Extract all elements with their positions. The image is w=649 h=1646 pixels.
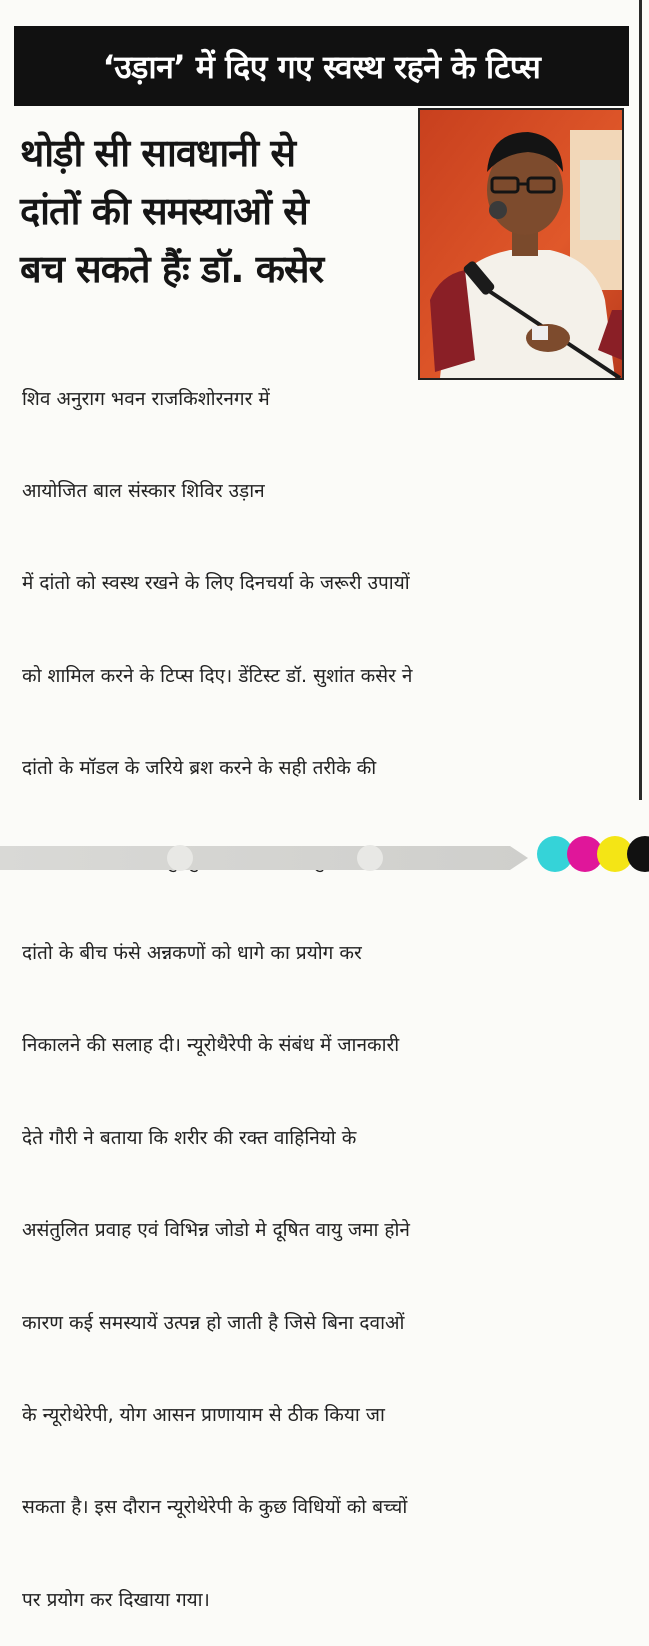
body-line: असंतुलित प्रवाह एवं विभिन्न जोडो मे दूषित वायु जमा होने [22,1219,410,1242]
section-banner [14,26,629,106]
body-line: कारण कई समस्यायें उत्पन्न हो जाती है जिसे बिना दवाओं [22,1311,405,1334]
article-body [22,322,412,1646]
headline-line: थोड़ी सी सावधानी से [20,131,296,175]
body-line: आयोजित बाल संस्कार शिविर उड़ान [22,479,265,502]
headline-line: दांतों की समस्याओं से [20,189,308,233]
body-line: शिव अनुराग भवन राजकिशोरनगर में [22,387,270,410]
body-line: के न्यूरोथेरेपी, योग आसन प्राणायाम से ठीक किया जा [22,1403,385,1426]
registration-dots [0,836,649,876]
banner-title: ‘उड़ान’ में दिए गए स्वस्थ रहने के टिप्स [102,47,541,86]
speaker-photo [418,108,624,380]
black-registration-dot [627,836,649,872]
headline-line: बच सकते हैंः डॉ. कसेर [20,247,324,291]
column-rule [639,0,642,800]
article-headline [20,124,410,298]
body-line: पर प्रयोग कर दिखाया गया। [22,1588,210,1611]
speaker-photo-image [420,110,622,378]
body-line: में दांतो को स्वस्थ रखने के लिए दिनचर्या के जरूरी उपायों [22,572,410,595]
body-line: देते गौरी ने बताया कि शरीर की रक्त वाहिनियो के [22,1126,357,1149]
body-line: सकता है। इस दौरान न्यूरोथेरेपी के कुछ विधियों को बच्चों [22,1496,408,1519]
body-line: दांतो के बीच फंसे अन्नकणों को धागे का प्रयोग कर [22,941,362,964]
body-line: दांतो के मॉडल के जरिये ब्रश करने के सही तरीके की [22,757,377,780]
body-line: को शामिल करने के टिप्स दिए। डेंटिस्ट डॉ. सुशांत कसेर ने [22,664,413,687]
body-line: निकालने की सलाह दी। न्यूरोथैरेपी के संबंध में जानकारी [22,1034,400,1057]
